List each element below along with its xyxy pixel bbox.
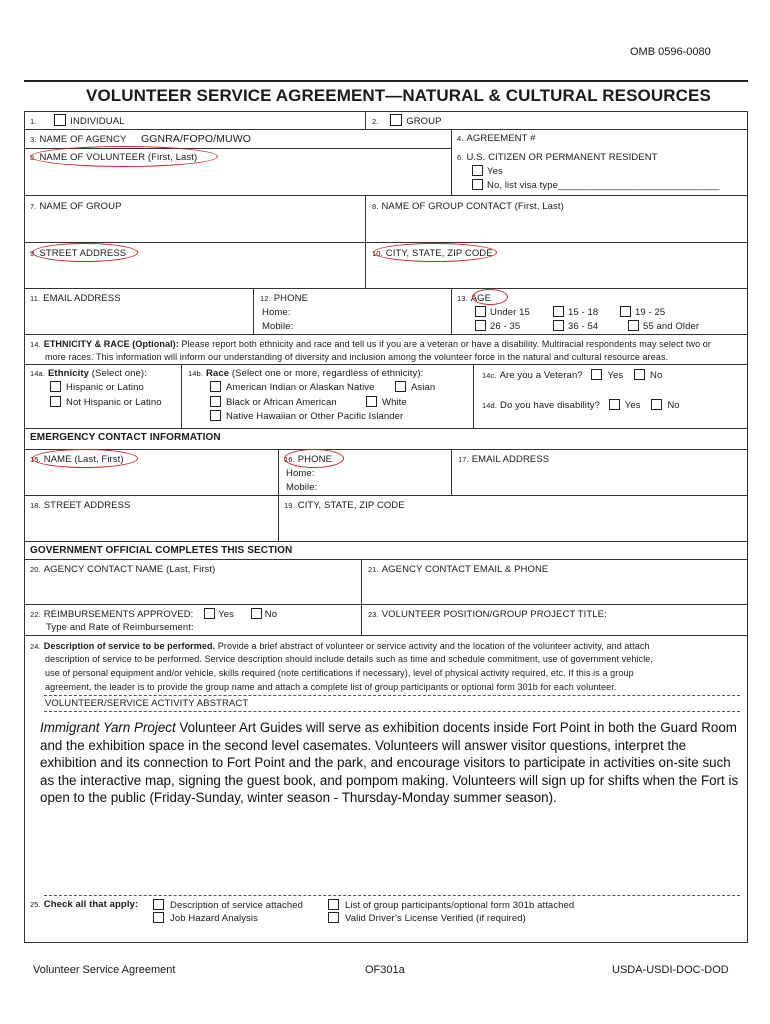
description-instructions: agreement, the leader is to provide the group name and attach a complete list of group participants or optional form 301b for each volunteer. [45, 682, 617, 692]
field-emergency-phone: 16. PHONE [284, 454, 333, 465]
individual-checkbox[interactable] [54, 114, 66, 126]
field-group-contact[interactable]: 8. NAME OF GROUP CONTACT (First, Last) [372, 201, 564, 212]
agency-value[interactable]: GGNRA/FOPO/MUWO [140, 133, 251, 145]
footer-agencies: USDA-USDI-DOC-DOD [612, 964, 729, 976]
race-option: White [366, 396, 407, 409]
attachment-option: List of group participants/optional form 301b attached [328, 899, 574, 912]
ethnicity-option: Not Hispanic or Latino [50, 396, 162, 409]
age-checkbox[interactable] [475, 320, 486, 331]
field-emergency-city[interactable]: 19. CITY, STATE, ZIP CODE [284, 500, 405, 511]
frame-right [747, 111, 748, 943]
veteran-no-checkbox[interactable] [634, 369, 645, 380]
omb-number: OMB 0596-0080 [630, 46, 711, 58]
attachment-option: Description of service attached [153, 899, 303, 912]
attachment-checkbox[interactable] [328, 912, 339, 923]
race-checkbox[interactable] [210, 396, 221, 407]
emergency-phone-mobile[interactable]: Mobile: [286, 482, 318, 493]
field-race: 14b. Race (Select one or more, regardless of ethnicity): [188, 368, 424, 379]
frame-top [24, 111, 748, 112]
ethnicity-race-note: more races. This information will inform our understanding of diversity and inclusion among the volunteer force in the natural and cultural resource areas. [45, 352, 669, 362]
field-position-title[interactable]: 23. VOLUNTEER POSITION/GROUP PROJECT TITLE: [368, 609, 607, 620]
field-emergency-email[interactable]: 17. EMAIL ADDRESS [458, 454, 550, 465]
age-checkbox[interactable] [553, 320, 564, 331]
age-option: 36 - 54 [553, 320, 598, 333]
field-agency-contact-name[interactable]: 20. AGENCY CONTACT NAME (Last, First) [30, 564, 216, 575]
disability-yes-checkbox[interactable] [609, 399, 620, 410]
attachment-checkbox[interactable] [153, 899, 164, 910]
race-option: Native Hawaiian or Other Pacific Islander [210, 410, 403, 423]
frame-bottom [24, 942, 748, 943]
age-option: 15 - 18 [553, 306, 598, 319]
race-checkbox[interactable] [210, 410, 221, 421]
attachment-checkbox[interactable] [328, 899, 339, 910]
age-option: Under 15 [475, 306, 530, 319]
race-checkbox[interactable] [210, 381, 221, 392]
race-option: Black or African American [210, 396, 337, 409]
field-group: 2. GROUP [372, 116, 442, 127]
race-checkbox[interactable] [366, 396, 377, 407]
reimbursement-yes-checkbox[interactable] [204, 608, 215, 619]
ethnicity-checkbox[interactable] [50, 396, 61, 407]
reimbursement-type-rate[interactable]: Type and Rate of Reimbursement: [46, 622, 194, 633]
age-option: 55 and Older [628, 320, 699, 333]
age-checkbox[interactable] [628, 320, 639, 331]
annotation-circle [32, 243, 138, 262]
footer-form-name: Volunteer Service Agreement [33, 964, 176, 976]
veteran-yes-checkbox[interactable] [591, 369, 602, 380]
field-ethnicity-race: 14. ETHNICITY & RACE (Optional): Please report both ethnicity and race and tell us if you are a veteran or have a disability. Multiracial respondents may select two or [30, 339, 711, 349]
citizen-yes-option: Yes [472, 165, 503, 178]
race-checkbox[interactable] [395, 381, 406, 392]
race-option: American Indian or Alaskan Native [210, 381, 375, 394]
field-phone: 12. PHONE [260, 293, 309, 304]
phone-home[interactable]: Home: [262, 307, 291, 318]
annotation-circle [373, 243, 497, 262]
ethnicity-option: Hispanic or Latino [50, 381, 144, 394]
age-option: 26 - 35 [475, 320, 520, 333]
attachment-option: Job Hazard Analysis [153, 912, 258, 925]
age-option: 19 - 25 [620, 306, 665, 319]
ethnicity-checkbox[interactable] [50, 381, 61, 392]
field-agency: 3. NAME OF AGENCY GGNRA/FOPO/MUWO [30, 133, 251, 145]
attachment-checkbox[interactable] [153, 912, 164, 923]
field-group-name[interactable]: 7. NAME OF GROUP [30, 201, 122, 212]
age-checkbox[interactable] [475, 306, 486, 317]
citizen-no-checkbox[interactable] [472, 179, 483, 190]
form-title: VOLUNTEER SERVICE AGREEMENT—NATURAL & CULTURAL RESOURCES [86, 86, 711, 105]
abstract-label: VOLUNTEER/SERVICE ACTIVITY ABSTRACT [45, 698, 249, 709]
age-checkbox[interactable] [620, 306, 631, 317]
top-rule [24, 80, 748, 82]
field-emergency-name[interactable]: 15. NAME (Last, First) [30, 454, 124, 465]
field-citizen: 6. U.S. CITIZEN OR PERMANENT RESIDENT [457, 152, 658, 163]
field-veteran: 14c. Are you a Veteran? Yes No [482, 370, 663, 381]
disability-no-checkbox[interactable] [651, 399, 662, 410]
annotation-circle [32, 449, 138, 468]
frame-left [24, 111, 25, 943]
reimbursement-no-checkbox[interactable] [251, 608, 262, 619]
race-option: Asian [395, 381, 435, 394]
field-email[interactable]: 11. EMAIL ADDRESS [30, 293, 121, 304]
field-ethnicity: 14a. Ethnicity (Select one): [30, 368, 147, 379]
annotation-circle [30, 146, 218, 167]
group-checkbox[interactable] [390, 114, 402, 126]
government-section-header: GOVERNMENT OFFICIAL COMPLETES THIS SECTION [30, 545, 293, 556]
citizen-no-option: No, list visa type______________________________ [472, 179, 719, 192]
service-abstract[interactable]: Immigrant Yarn Project Volunteer Art Guides will serve as exhibition docents inside Fort Point in both the Guard Room and the exhibition space in the second level casemates. Volunteers will answer visitor questions, interpret the exhibition and its connection to Fort Point and the park, and encourage visitors to participate in activities on-site such as the interactive map, signing the guest book, and pompom making. Volunteers will sign up for shifts when the Fort is open to the public (Friday-Sunday, winter season - Thursday-Monday summer season). [40, 720, 739, 805]
field-disability: 14d. Do you have disability? Yes No [482, 400, 680, 411]
emergency-contact-header: EMERGENCY CONTACT INFORMATION [30, 432, 221, 443]
field-volunteer-name[interactable]: 5. NAME OF VOLUNTEER (First, Last) [30, 152, 198, 163]
field-emergency-street[interactable]: 18. STREET ADDRESS [30, 500, 131, 511]
field-individual: 1. INDIVIDUAL [30, 116, 125, 127]
age-checkbox[interactable] [553, 306, 564, 317]
annotation-circle [284, 449, 344, 468]
field-agreement-number[interactable]: 4. AGREEMENT # [457, 133, 536, 144]
field-check-all: 25. Check all that apply: [30, 899, 139, 910]
phone-mobile[interactable]: Mobile: [262, 321, 294, 332]
field-reimbursements: 22. REIMBURSEMENTS APPROVED: Yes No [30, 609, 278, 620]
annotation-circle [472, 289, 508, 305]
attachment-option: Valid Driver’s License Verified (if required) [328, 912, 526, 925]
field-agency-contact-email[interactable]: 21. AGENCY CONTACT EMAIL & PHONE [368, 564, 549, 575]
citizen-yes-checkbox[interactable] [472, 165, 483, 176]
field-age: 13. AGE [457, 293, 492, 304]
field-city-state-zip[interactable]: 10. CITY, STATE, ZIP CODE [372, 248, 493, 259]
description-instructions: use of personal equipment and/or vehicle, skills required (note certifications if necessary), level of physical activity required, etc. If this is a group [45, 668, 634, 678]
emergency-phone-home[interactable]: Home: [286, 468, 315, 479]
footer-form-number: OF301a [365, 964, 405, 976]
description-instructions: description of service to be performed. Service description should include details such as time and schedule commitment, use of government vehicle, [45, 654, 653, 664]
field-description: 24. Description of service to be performed. Provide a brief abstract of volunteer or service activity and the location of the volunteer activity, and attach [30, 641, 650, 651]
field-street-address[interactable]: 9. STREET ADDRESS [30, 248, 127, 259]
